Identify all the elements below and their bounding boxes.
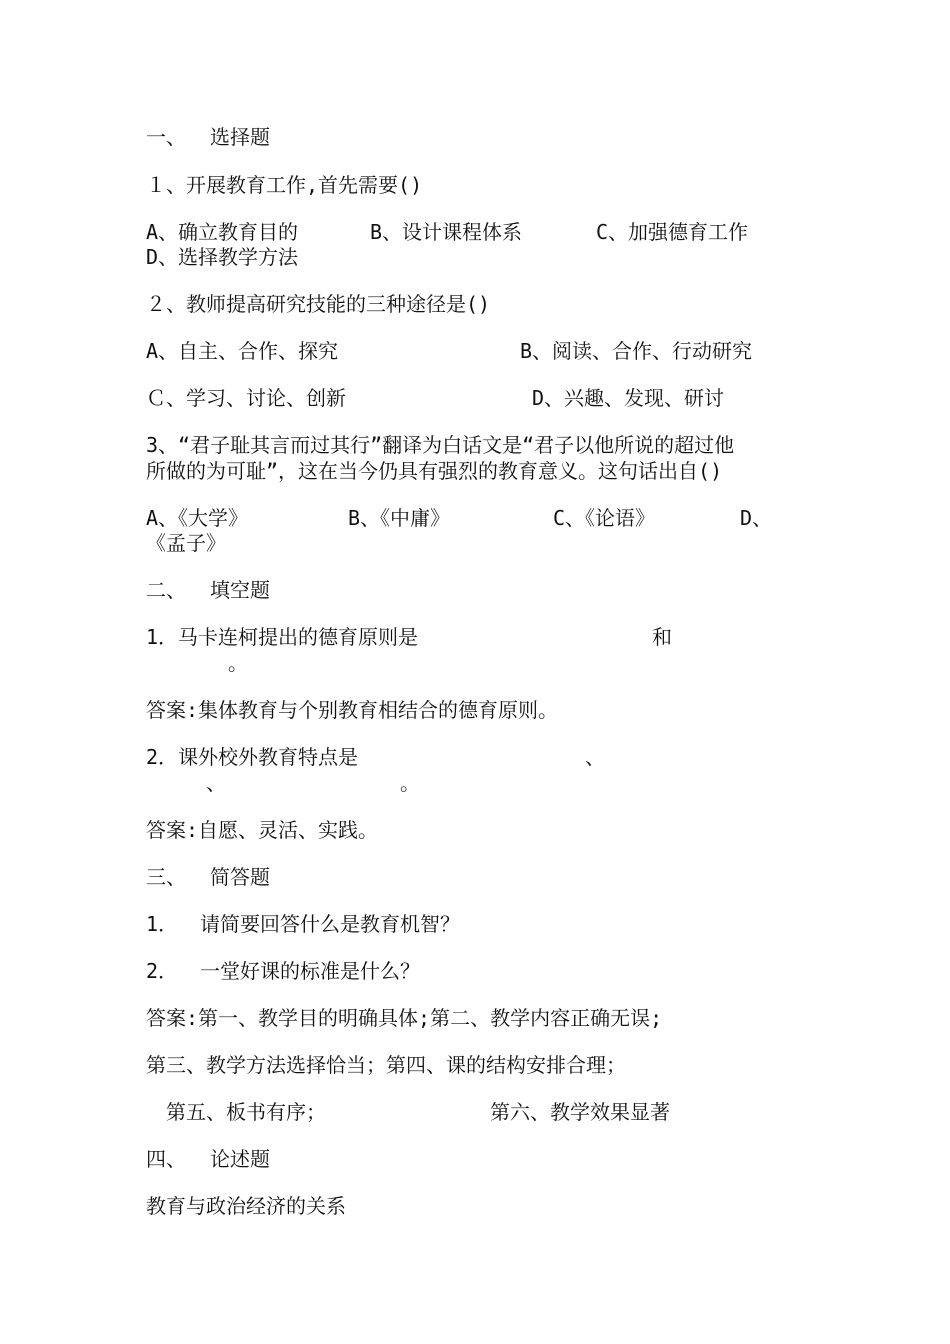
- choice-q1-option-b: B、设计课程体系: [370, 220, 523, 244]
- short-answer-line-2: 第三、教学方法选择恰当；第四、课的结构安排合理；: [146, 1053, 626, 1077]
- section-2-number: 二、: [146, 578, 186, 602]
- choice-q2-option-d: D、兴趣、发现、研讨: [532, 386, 725, 410]
- choice-q1-option-a: A、确立教育目的: [146, 220, 299, 244]
- choice-q1-option-c: C、加强德育工作: [596, 220, 749, 244]
- fill-q1-and: 和: [652, 625, 672, 649]
- choice-q3-option-a: A、《大学》: [146, 506, 249, 530]
- short-question-1: 请简要回答什么是教育机智？: [200, 912, 460, 936]
- fill-q2-separator-1: 、: [585, 745, 605, 769]
- choice-question-2: ２、教师提高研究技能的三种途径是(): [146, 292, 491, 316]
- short-q1-number: 1．: [146, 912, 179, 936]
- choice-question-3-line-2: 所做的为可耻”，这在当今仍具有强烈的教育意义。这句话出自(): [146, 459, 723, 483]
- choice-q3-option-d-text: 《孟子》: [146, 531, 226, 555]
- fill-q2-separator-2: 、: [206, 771, 226, 795]
- choice-q3-option-c: C、《论语》: [553, 506, 656, 530]
- fill-q2-answer: 答案:自愿、灵活、实践。: [146, 818, 379, 842]
- fill-question-1: 1．马卡连柯提出的德育原则是: [146, 625, 419, 649]
- essay-question-1: 教育与政治经济的关系: [146, 1194, 346, 1218]
- section-1-title: 选择题: [210, 125, 270, 149]
- short-answer-item-6: 第六、教学效果显著: [490, 1100, 670, 1124]
- fill-q1-end: 。: [228, 651, 248, 675]
- choice-q2-option-c: Ｃ、学习、讨论、创新: [146, 386, 346, 410]
- choice-q2-option-a: A、自主、合作、探究: [146, 339, 339, 363]
- fill-q1-answer: 答案:集体教育与个别教育相结合的德育原则。: [146, 698, 559, 722]
- section-2-title: 填空题: [210, 578, 270, 602]
- section-4-title: 论述题: [210, 1147, 270, 1171]
- section-1-number: 一、: [146, 125, 186, 149]
- short-q2-number: 2．: [146, 959, 179, 983]
- section-4-number: 四、: [146, 1147, 186, 1171]
- section-3-number: 三、: [146, 865, 186, 889]
- choice-q1-option-d: D、选择教学方法: [146, 245, 299, 269]
- choice-q3-option-d-letter: D、: [740, 506, 773, 530]
- fill-question-2: 2．课外校外教育特点是: [146, 745, 359, 769]
- short-answer-item-5: 第五、板书有序；: [166, 1100, 326, 1124]
- choice-question-1: １、开展教育工作,首先需要(): [146, 173, 423, 197]
- choice-question-3-line-1: 3、“君子耻其言而过其行”翻译为白话文是“君子以他所说的超过他: [146, 433, 735, 457]
- short-answer-line-1: 答案:第一、教学目的明确具体;第二、教学内容正确无误;: [146, 1006, 663, 1030]
- short-question-2: 一堂好课的标准是什么？: [200, 959, 420, 983]
- choice-q2-option-b: B、阅读、合作、行动研究: [520, 339, 753, 363]
- fill-q2-end: 。: [400, 771, 420, 795]
- choice-q3-option-b: B、《中庸》: [348, 506, 451, 530]
- section-3-title: 简答题: [210, 865, 270, 889]
